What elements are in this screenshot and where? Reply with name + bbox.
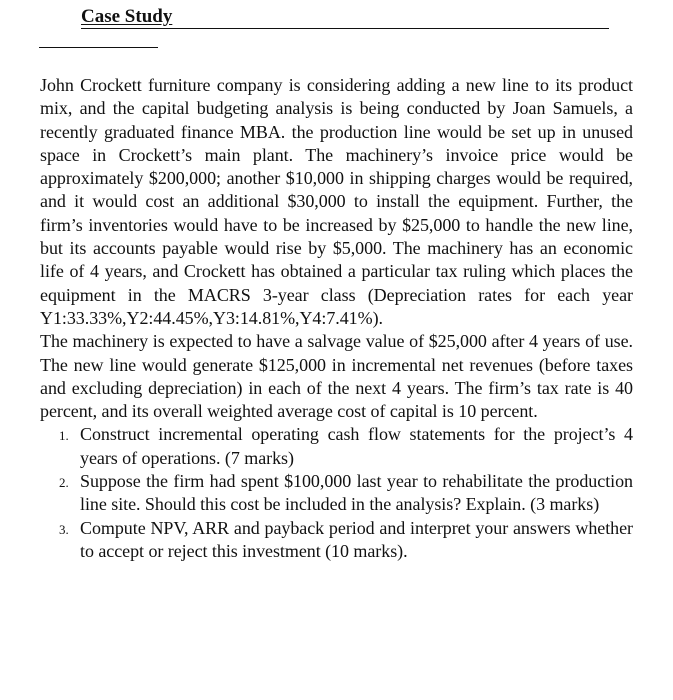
question-item bbox=[40, 423, 633, 470]
question-text: Compute NPV, ARR and payback period and interpret your answers whether to accept or reject this investment (10 marks). bbox=[80, 517, 633, 561]
paragraph-assumptions: The machinery is expected to have a salvage value of $25,000 after 4 years of use. The new line would generate $125,000 in incremental net revenues (before taxes and excluding depreciation) in each of the next 4 years. The firm’s tax rate is 40 percent, and its overall weighted average cost of capital is 10 percent. bbox=[40, 331, 633, 422]
question-item bbox=[40, 517, 633, 564]
question-list bbox=[40, 423, 633, 563]
question-number: 2. bbox=[59, 475, 69, 491]
question-item bbox=[40, 470, 633, 517]
heading-rule bbox=[81, 4, 609, 29]
question-text: Suppose the firm had spent $100,000 last year to rehabilitate the production line site. Should this cost be included in the analysis? Explain. (3 marks) bbox=[80, 471, 633, 515]
page-title: Case Study bbox=[81, 6, 173, 27]
paragraph-scenario: John Crockett furniture company is considering adding a new line to its product mix, and the capital budgeting analysis is being conducted by Joan Samuels, a recently graduated finance MBA. the production line would be set up in unused space in Crockett’s main plant. The machinery’s invoice price would be approximately $200,000; another $10,000 in shipping charges would be required, and it would cost an additional $30,000 to install the equipment. Further, the firm’s inventories would have to be increased by $25,000 to handle the new line, but its accounts payable would rise by $5,000. The machinery has an economic life of 4 years, and Crockett has obtained a particular tax ruling which places the equipment in the MACRS 3-year class (Depreciation rates for each year Y1:33.33%,Y2:44.45%,Y3:14.81%,Y4:7.41%). bbox=[40, 75, 633, 328]
divider-line bbox=[39, 47, 158, 48]
case-study-body bbox=[40, 74, 633, 563]
question-number: 3. bbox=[59, 521, 69, 537]
question-text: Construct incremental operating cash flow statements for the project’s 4 years of operations. (7 marks) bbox=[80, 424, 633, 468]
question-number: 1. bbox=[59, 428, 69, 444]
